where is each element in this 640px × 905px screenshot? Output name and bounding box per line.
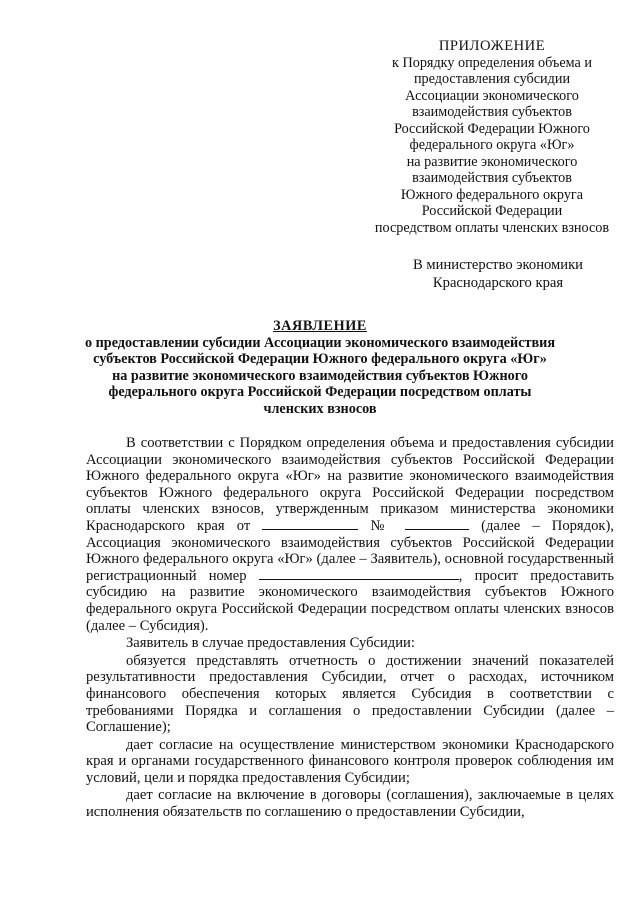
statement-title: ЗАЯВЛЕНИЕ [273,318,367,334]
appendix-block [360,38,624,236]
statement-subtitle-line: о предоставлении субсидии Ассоциации экономического взаимодействия [84,334,555,351]
body-paragraph: дает согласие на осуществление министерством экономики Краснодарского края и органами государственного финансового контроля проверок соблюдения им условий, цели и порядка предоставления Субсидии; [86,736,614,786]
body-paragraph: обязуется представлять отчетность о достижении значений показателей результативности предоставления Субсидии, отчет о расходах, источником финансового обеспечения которых является Субсидия в соответствии с требованиями Порядка и соглашения о предоставлении Субсидии (далее – Соглашение); [86,652,614,736]
statement-heading [80,318,560,418]
body-paragraph: дает согласие на включение в договоры (соглашения), заключаемые в целях исполнения обязательств по соглашению о предоставлении Субсидии, [86,787,614,821]
number-sign: № [370,517,393,534]
statement-subtitle-line: членских взносов [263,400,377,417]
statement-body [86,435,614,822]
addressee-line: Краснодарского края [432,275,564,291]
addressee-line: В министерство экономики [413,257,583,273]
body-paragraph: Заявитель в случае предоставления Субсидии: [126,635,415,652]
statement-subtitle-line: федерального округа Российской Федерации посредством оплаты [108,384,532,401]
statement-subtitle-line: субъектов Российской Федерации Южного федерального округа «Юг» [93,351,547,368]
appendix-line: Ассоциации экономического [405,87,579,104]
registration-number-blank-field [259,568,459,580]
appendix-title: ПРИЛОЖЕНИЕ [438,38,546,54]
appendix-line: взаимодействия субъектов [412,104,572,120]
date-blank-field [262,518,358,530]
body-paragraph [86,435,614,634]
appendix-line: посредством оплаты членских взносов [374,219,610,236]
appendix-line: взаимодействия субъектов [412,170,572,186]
appendix-line: на развитие экономического [406,153,578,170]
appendix-line: Российской Федерации [421,203,563,219]
appendix-line: Южного федерального округа [400,186,584,203]
number-blank-field [405,518,469,530]
statement-subtitle-line: на развитие экономического взаимодействия субъектов Южного [112,367,528,384]
appendix-line: Российской Федерации Южного [394,120,590,137]
appendix-line: предоставления субсидии [413,71,571,87]
appendix-line: к Порядку определения объема и [392,54,592,71]
body-text-segment: (далее – Порядок), Ассоциация экономического взаимодействия субъектов Российской Федерации Южного федерального округа «Юг» (далее – Заявитель), основной государственный регистрационный номер [86,517,614,584]
appendix-line: федерального округа «Юг» [409,137,575,153]
body-text-segment: В соответствии с Порядком определения объема и предоставления субсидии Ассоциации экономического взаимодействия субъектов Российской Федерации Южного федерального округа «Юг» на развитие экономического взаимодействия субъектов Южного федерального округа Российской Федерации посредством оплаты членских взносов, утвержденным приказом министерства экономики Краснодарского края от [86,435,614,534]
body-text-segment: , просит предоставить субсидию на развитие экономического взаимодействия субъектов Южного федерального округа Российской Федерации посредством оплаты членских взносов (далее – Субсидия). [86,567,614,634]
addressee-block [378,256,618,292]
